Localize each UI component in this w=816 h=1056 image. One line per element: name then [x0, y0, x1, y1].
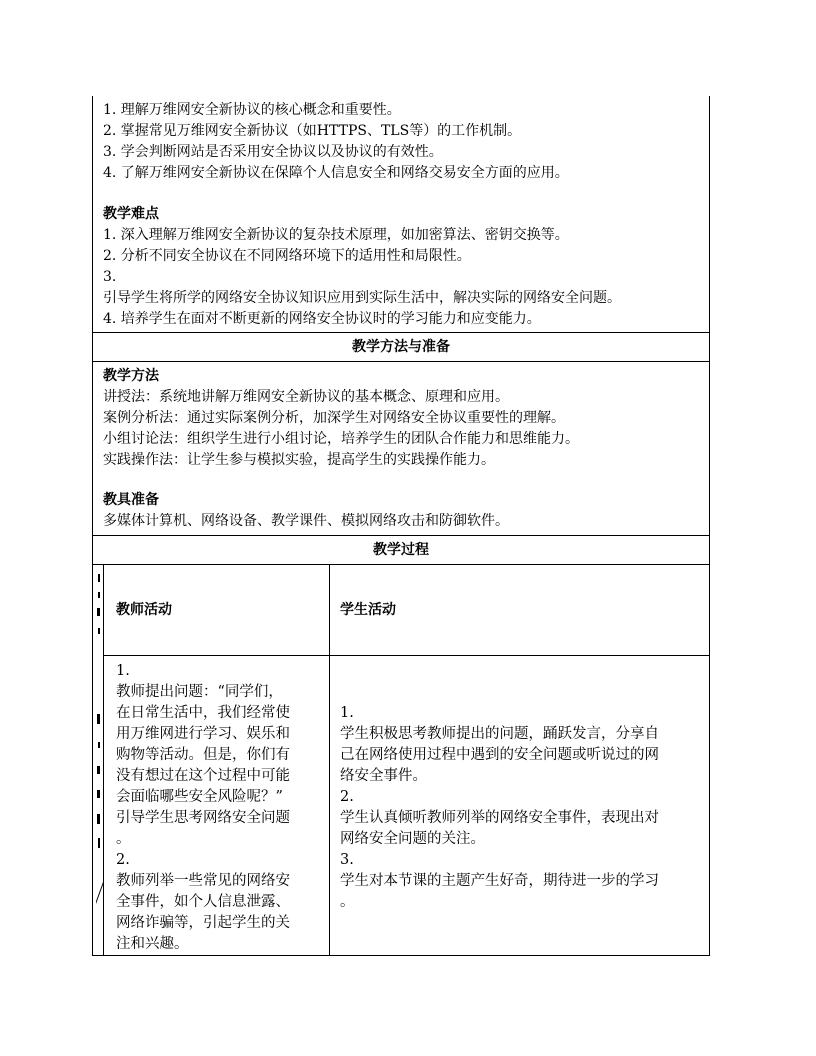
- method-item: 小组讨论法：组织学生进行小组讨论，培养学生的团队合作能力和思维能力。: [103, 431, 579, 447]
- teacher-activity-header: 教师活动: [116, 602, 172, 618]
- divider-header-row: [103, 655, 710, 656]
- student-line: 1.: [340, 705, 354, 721]
- teacher-line: 全事件，如个人信息泄露、: [116, 894, 290, 910]
- teacher-line: 网络诈骗等，引起学生的关: [116, 915, 290, 931]
- teacher-line: 没有想过在这个过程中可能: [116, 768, 290, 784]
- divider-process-bottom: [92, 564, 710, 565]
- method-item: 案例分析法：通过实际案例分析，加深学生对网络安全协议重要性的理解。: [103, 410, 565, 426]
- student-line: 己在网络使用过程中遇到的安全问题或听说过的网: [340, 747, 659, 763]
- teacher-line: 会面临哪些安全风险呢？”: [116, 789, 283, 805]
- difficulty-item: 3.: [103, 269, 117, 285]
- teacher-line: 注和兴趣。: [116, 936, 189, 952]
- clipped-column-fragment: [96, 710, 103, 950]
- student-line: 学生认真倾听教师列举的网络安全事件，表现出对: [340, 810, 659, 826]
- col-left-narrow-border: [103, 564, 104, 956]
- student-line: 学生积极思考教师提出的问题，踊跃发言，分享自: [340, 726, 659, 742]
- col-divider-teacher-student: [329, 564, 330, 956]
- teacher-line: 在日常生活中，我们经常使: [116, 705, 290, 721]
- teacher-line: 购物等活动。但是，你们有: [116, 747, 290, 763]
- objective-item: 4. 了解万维网安全新协议在保障个人信息安全和网络交易安全方面的应用。: [103, 165, 569, 181]
- clipped-column-fragment: [96, 572, 103, 652]
- difficulty-heading: 教学难点: [103, 206, 159, 222]
- student-line: 2.: [340, 789, 354, 805]
- difficulty-item: 2. 分析不同安全协议在不同网络环境下的适用性和局限性。: [103, 248, 471, 264]
- student-activity-header: 学生活动: [340, 602, 396, 618]
- teacher-line: 教师提出问题：“同学们，: [116, 684, 283, 700]
- divider-methods-bottom: [92, 361, 710, 362]
- student-line: 网络安全问题的关注。: [340, 831, 485, 847]
- tools-text: 多媒体计算机、网络设备、教学课件、模拟网络攻击和防御软件。: [103, 513, 509, 529]
- student-line: 3.: [340, 852, 354, 868]
- objective-item: 2. 掌握常见万维网安全新协议（如HTTPS、TLS等）的工作机制。: [103, 123, 522, 139]
- objective-item: 3. 学会判断网站是否采用安全协议以及协议的有效性。: [103, 144, 443, 160]
- methods-section-title: 教学方法与准备: [352, 339, 450, 355]
- student-line: 。: [340, 894, 355, 910]
- teacher-line: 。: [116, 831, 131, 847]
- method-item: 实践操作法：让学生参与模拟实验，提高学生的实践操作能力。: [103, 452, 495, 468]
- difficulty-item: 1. 深入理解万维网安全新协议的复杂技术原理，如加密算法、密钥交换等。: [103, 227, 569, 243]
- tools-heading: 教具准备: [103, 492, 159, 508]
- objective-item: 1. 理解万维网安全新协议的核心概念和重要性。: [103, 102, 401, 118]
- difficulty-item: 4. 培养学生在面对不断更新的网络安全协议时的学习能力和应变能力。: [103, 311, 541, 327]
- teacher-line: 1.: [116, 663, 130, 679]
- teacher-line: 教师列举一些常见的网络安: [116, 873, 290, 889]
- process-section-title: 教学过程: [373, 542, 429, 558]
- divider-process-top: [92, 535, 710, 536]
- divider-methods-top: [92, 332, 710, 333]
- methods-heading: 教学方法: [103, 368, 159, 384]
- difficulty-item: 引导学生将所学的网络安全协议知识应用到实际生活中，解决实际的网络安全问题。: [103, 290, 621, 306]
- method-item: 讲授法：系统地讲解万维网安全新协议的基本概念、原理和应用。: [103, 389, 509, 405]
- teacher-line: 用万维网进行学习、娱乐和: [116, 726, 290, 742]
- student-line: 络安全事件。: [340, 768, 427, 784]
- table-left-border: [92, 96, 93, 956]
- student-line: 学生对本节课的主题产生好奇，期待进一步的学习: [340, 873, 659, 889]
- table-bottom-border: [92, 955, 710, 956]
- table-right-border: [709, 96, 710, 956]
- teacher-line: 引导学生思考网络安全问题: [116, 810, 290, 826]
- teacher-line: 2.: [116, 852, 130, 868]
